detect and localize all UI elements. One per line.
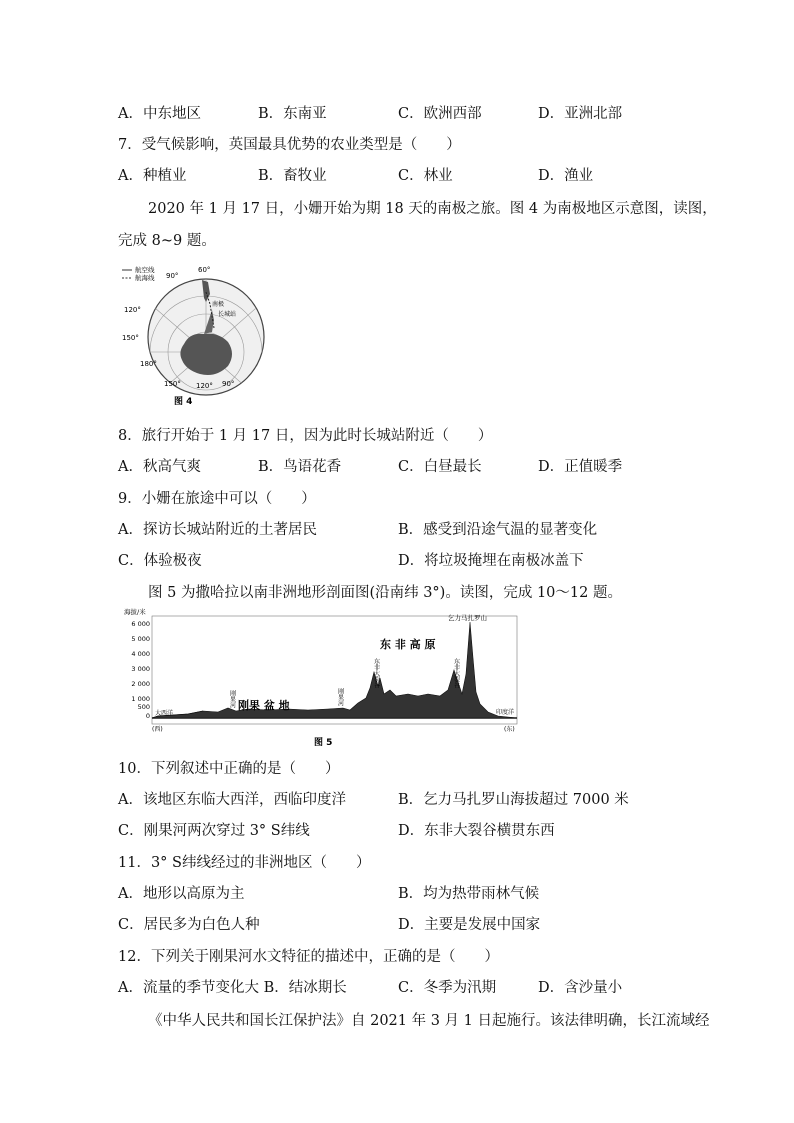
y-tick-5000: 5 000 bbox=[131, 635, 150, 643]
q8-option-a: A．秋高气爽 bbox=[118, 459, 201, 475]
q6-option-a: A．中东地区 bbox=[118, 106, 201, 122]
figure-5 bbox=[118, 608, 528, 750]
lon-90-bottom-label: 90° bbox=[222, 380, 235, 388]
lon-60-label: 60° bbox=[198, 266, 211, 274]
q9-option-c: C．体验极夜 bbox=[118, 553, 202, 569]
q11-option-c: C．居民多为白色人种 bbox=[118, 917, 260, 933]
q10-stem: 10．下列叙述中正确的是（ ） bbox=[118, 761, 340, 777]
kilimanjaro-label: 乞力马扎罗山 bbox=[448, 614, 487, 622]
q9-stem: 9．小姗在旅途中可以（ ） bbox=[118, 491, 316, 507]
q7-option-b: B．畜牧业 bbox=[258, 168, 327, 184]
q9-option-d: D．将垃圾掩埋在南极冰盖下 bbox=[398, 553, 584, 569]
q8-option-d: D．正值暖季 bbox=[538, 459, 623, 475]
q6-option-c: C．欧洲西部 bbox=[398, 106, 482, 122]
y-axis-title: 海拔/米 bbox=[124, 608, 146, 616]
q11-option-d: D．主要是发展中国家 bbox=[398, 917, 541, 933]
q12-option-a: A．流量的季节变化大 B．结冰期长 bbox=[118, 980, 347, 996]
east-label: (东) bbox=[504, 726, 515, 733]
q11-option-a: A．地形以高原为主 bbox=[118, 886, 245, 902]
q10-option-a: A．该地区东临大西洋，西临印度洋 bbox=[118, 792, 346, 808]
indian-ocean-label: 印度洋 bbox=[496, 709, 515, 716]
figure-4 bbox=[118, 262, 268, 410]
figure-4-caption: 图 4 bbox=[174, 397, 193, 407]
intro-8-9-line1: 2020 年 1 月 17 日，小姗开始为期 18 天的南极之旅。图 4 为南极地区示意图，读图， bbox=[148, 201, 717, 217]
y-tick-500: 500 bbox=[137, 703, 150, 711]
congo-river-label: 刚果河 bbox=[228, 690, 236, 708]
q12-option-c: C．冬季为汛期 bbox=[398, 980, 497, 996]
lon-150-bottom-label: 150° bbox=[164, 380, 181, 388]
east-plateau-label: 东 非 高 原 bbox=[380, 638, 436, 651]
q7-option-d: D．渔业 bbox=[538, 168, 594, 184]
q12-option-d: D．含沙量小 bbox=[538, 980, 623, 996]
y-tick-1000: 1 000 bbox=[131, 695, 150, 703]
lon-120-label: 120° bbox=[124, 306, 141, 314]
y-tick-4000: 4 000 bbox=[131, 650, 150, 658]
q6-option-d: D．亚洲北部 bbox=[538, 106, 623, 122]
place-1-label: 南极 bbox=[212, 301, 225, 308]
west-label: (西) bbox=[152, 726, 163, 733]
rift-west-label: 东非大裂谷 bbox=[372, 658, 380, 688]
y-tick-6000: 6 000 bbox=[131, 620, 150, 628]
lon-90-top-label: 90° bbox=[166, 272, 179, 280]
y-tick-3000: 3 000 bbox=[131, 665, 150, 673]
closing-paragraph: 《中华人民共和国长江保护法》自 2021 年 3 月 1 日起施行。该法律明确，长江流域经 bbox=[148, 1013, 710, 1029]
q7-stem: 7．受气候影响，英国最具优势的农业类型是（ ） bbox=[118, 137, 461, 153]
legend-air: 航空线 bbox=[135, 266, 155, 274]
place-2-label: 长城站 bbox=[218, 311, 237, 318]
q7-option-a: A．种植业 bbox=[118, 168, 187, 184]
q11-stem: 11．3° S纬线经过的非洲地区（ ） bbox=[118, 855, 371, 871]
intro-8-9-line2: 完成 8~9 题。 bbox=[118, 233, 216, 249]
q7-option-c: C．林业 bbox=[398, 168, 453, 184]
q10-option-b: B．乞力马扎罗山海拔超过 7000 米 bbox=[398, 792, 629, 808]
lon-150-left-label: 150° bbox=[122, 334, 139, 342]
q10-option-d: D．东非大裂谷横贯东西 bbox=[398, 823, 555, 839]
intro-10-12: 图 5 为撒哈拉以南非洲地形剖面图(沿南纬 3°)。读图，完成 10～12 题。 bbox=[148, 585, 622, 601]
q8-option-c: C．白昼最长 bbox=[398, 459, 482, 475]
figure-5-caption: 图 5 bbox=[314, 738, 333, 748]
atlantic-label: 大西洋 bbox=[155, 710, 174, 717]
legend-sea: 航海线 bbox=[135, 274, 155, 282]
congo-basin-label: 刚果 盆 地 bbox=[238, 699, 290, 712]
q8-option-b: B．鸟语花香 bbox=[258, 459, 342, 475]
q9-option-b: B．感受到沿途气温的显著变化 bbox=[398, 522, 598, 538]
q9-option-a: A．探访长城站附近的土著居民 bbox=[118, 522, 317, 538]
nile-label: 刚果河 bbox=[336, 688, 344, 706]
y-tick-0: 0 bbox=[145, 712, 150, 720]
q10-option-c: C．刚果河两次穿过 3° S纬线 bbox=[118, 823, 310, 839]
q6-option-b: B．东南亚 bbox=[258, 106, 327, 122]
q8-stem: 8．旅行开始于 1 月 17 日，因为此时长城站附近（ ） bbox=[118, 428, 493, 444]
lon-180-label: 180° bbox=[140, 360, 157, 368]
q12-stem: 12．下列关于刚果河水文特征的描述中，正确的是（ ） bbox=[118, 949, 499, 965]
rift-east-label: 东非大裂谷 bbox=[452, 658, 460, 688]
y-tick-2000: 2 000 bbox=[131, 680, 150, 688]
q11-option-b: B．均为热带雨林气候 bbox=[398, 886, 540, 902]
lon-120-bottom-label: 120° bbox=[196, 382, 213, 390]
